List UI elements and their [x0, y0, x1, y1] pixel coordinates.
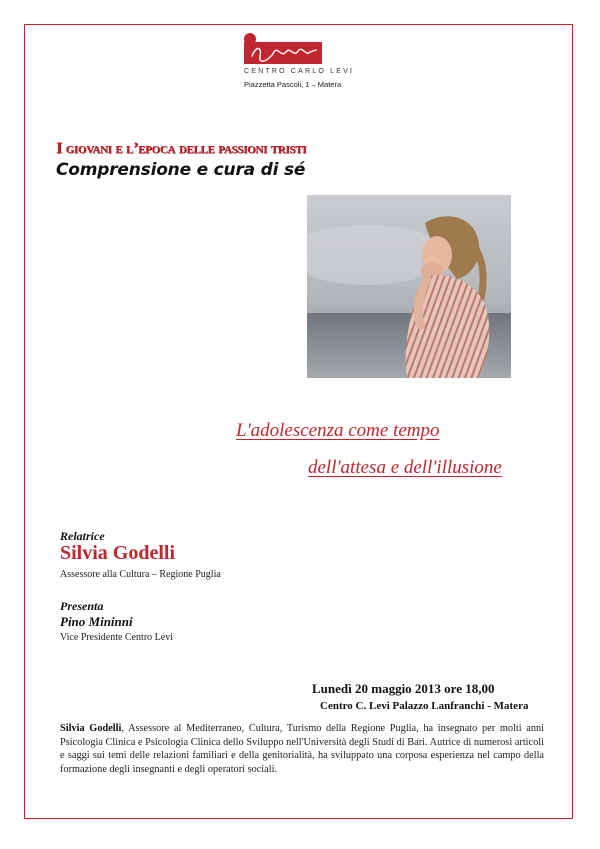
event-subtitle: Comprensione e cura di sé — [56, 160, 306, 180]
logo-center-name: CENTRO CARLO LEVI — [244, 68, 355, 75]
event-title: I giovani e l’epoca delle passioni tristi — [56, 140, 307, 157]
tagline-line-2: dell'attesa e dell'illusione — [308, 457, 502, 478]
centro-carlo-levi-logo — [238, 30, 355, 94]
bio-text: , Assessore al Mediterraneo, Cultura, Turismo della Regione Puglia, ha insegnato per molti anni Psicologia Clinica e Psicologia Clinica dello Sviluppo nell'Università degli Studi di Bari. Autrice di numerosi articoli e saggi sui temi delle relazioni familiari e della genitorialità, ha sviluppato una corposa esperienza nel campo della formazione degli insegnanti e degli operatori sociali. — [60, 723, 545, 775]
presenter-name: Pino Mininni — [60, 614, 133, 629]
speaker-bio — [60, 722, 544, 776]
presenter-role: Vice Presidente Centro Levi — [60, 632, 173, 643]
speaker-name: Silvia Godelli — [60, 542, 176, 564]
tagline-line-1: L'adolescenza come tempo — [236, 420, 440, 441]
event-date: Lunedì 20 maggio 2013 ore 18,00 — [312, 681, 495, 696]
speaker-label: Relatrice — [60, 529, 105, 543]
speaker-role: Assessore alla Cultura – Regione Puglia — [60, 569, 221, 580]
logo-address: Piazzetta Pascoli, 1 – Matera — [244, 80, 342, 89]
girl-by-the-sea-photo — [307, 195, 511, 378]
event-venue: Centro C. Levi Palazzo Lanfranchi - Matera — [320, 700, 529, 712]
presenter-label: Presenta — [60, 599, 104, 613]
logo-signature-icon — [244, 40, 322, 66]
bio-name: Silvia Godelli — [60, 723, 122, 734]
